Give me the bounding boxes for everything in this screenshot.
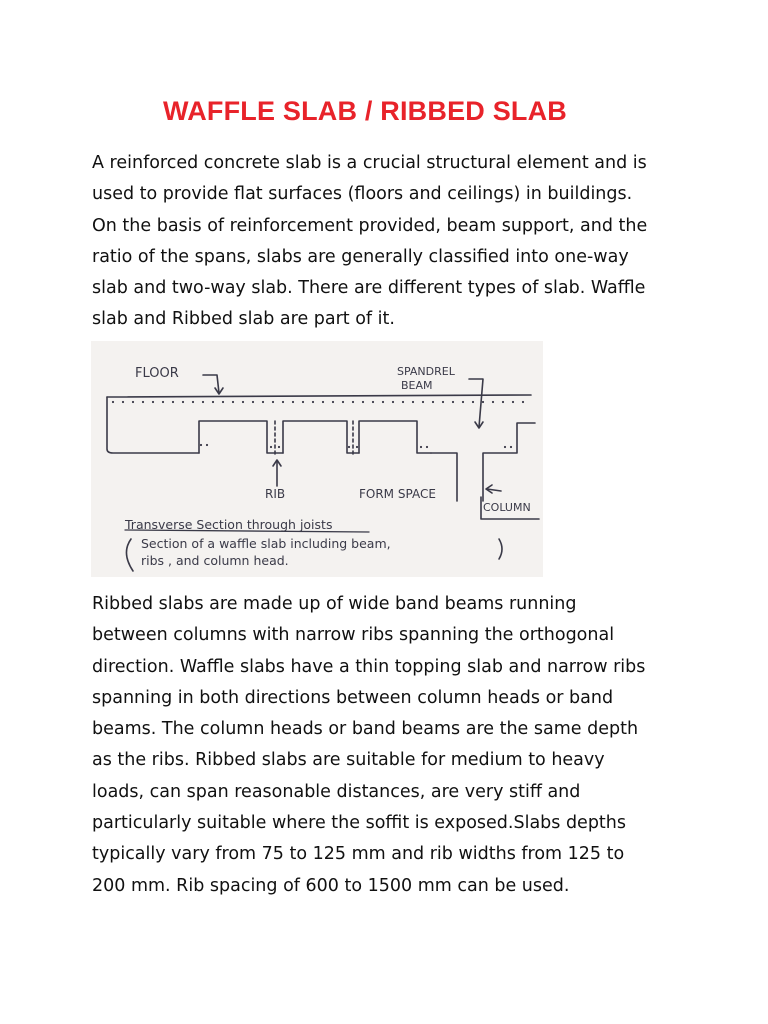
caption-line-2: Section of a waffle slab including beam, xyxy=(141,536,391,551)
floor-label: FLOOR xyxy=(135,366,179,381)
spandrel-label: SPANDREL xyxy=(397,365,455,378)
text-line: between columns with narrow ribs spanning the orthogonal xyxy=(92,625,615,646)
page-title: WAFFLE SLAB / RIBBED SLAB xyxy=(163,96,567,126)
column-label: COLUMN xyxy=(483,501,531,514)
beam-label: BEAM xyxy=(401,379,433,392)
text-line: slab and two-way slab. There are different types of slab. Waffle xyxy=(92,278,646,299)
text-line: used to provide flat surfaces (floors and ceilings) in buildings. xyxy=(92,184,633,205)
text-line: direction. Waffle slabs have a thin topping slab and narrow ribs xyxy=(92,656,646,677)
text-line: slab and Ribbed slab are part of it. xyxy=(92,309,395,330)
text-line: A reinforced concrete slab is a crucial structural element and is xyxy=(92,153,647,173)
text-line: spanning in both directions between column heads or band xyxy=(92,687,614,708)
text-line: 200 mm. Rib spacing of 600 to 1500 mm can be used. xyxy=(92,875,570,896)
text-line: as the ribs. Ribbed slabs are suitable for medium to heavy xyxy=(92,750,605,771)
waffle-slab-sketch xyxy=(91,341,543,577)
body-paragraph xyxy=(92,589,692,902)
caption-line-1: Transverse Section through joists xyxy=(125,517,333,532)
text-line: Ribbed slabs are made up of wide band beams running xyxy=(92,594,577,614)
rib-label: RIB xyxy=(265,487,286,501)
text-line: On the basis of reinforcement provided, beam support, and the xyxy=(92,215,648,236)
form-space-label: FORM SPACE xyxy=(359,487,436,501)
text-line: loads, can span reasonable distances, are very stiff and xyxy=(92,781,581,802)
text-line: beams. The column heads or band beams are the same depth xyxy=(92,719,639,740)
caption-line-3: ribs , and column head. xyxy=(141,553,289,568)
text-line: ratio of the spans, slabs are generally classified into one-way xyxy=(92,246,629,267)
text-line: typically vary from 75 to 125 mm and rib widths from 125 to xyxy=(92,844,625,865)
intro-paragraph xyxy=(92,148,692,336)
text-line: particularly suitable where the soffit is exposed.Slabs depths xyxy=(92,813,627,834)
